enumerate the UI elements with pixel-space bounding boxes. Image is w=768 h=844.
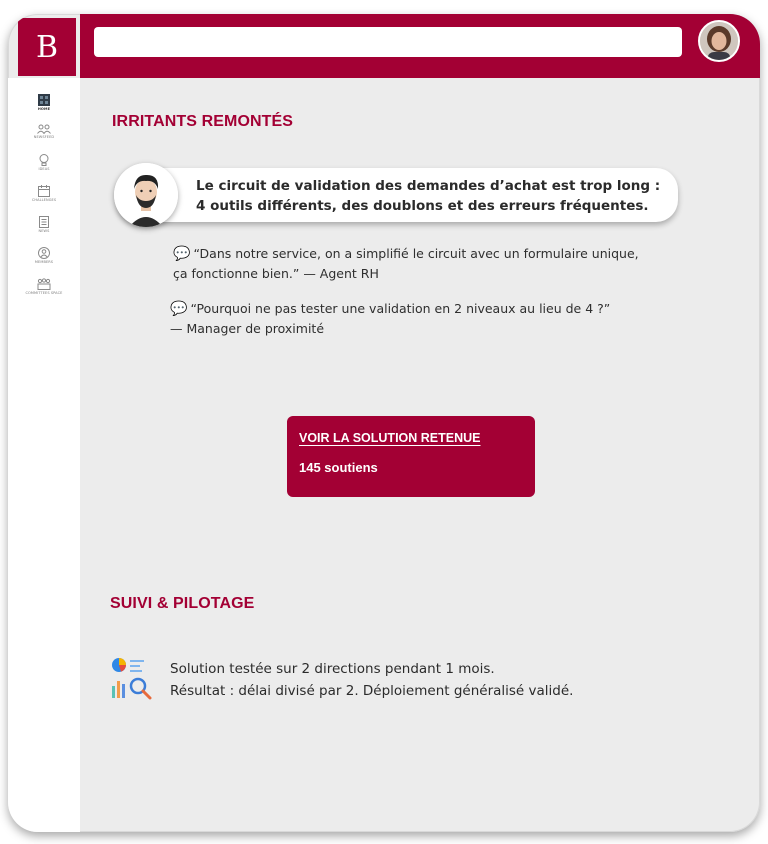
- analytics-icon: [110, 656, 154, 700]
- brand-logo[interactable]: [18, 18, 76, 76]
- comment-2: [170, 299, 610, 338]
- supports-count: 145 soutiens: [299, 460, 378, 475]
- irritant-quote: [196, 176, 660, 216]
- top-bar: [80, 14, 760, 78]
- tracking-results: [170, 658, 573, 702]
- solution-card: [287, 416, 535, 497]
- sidebar-item-members[interactable]: [8, 247, 80, 264]
- comment-2-line2: — Manager de proximité: [170, 321, 325, 336]
- comment-1: [173, 244, 639, 283]
- sidebar-item-newsfeed[interactable]: [8, 124, 80, 139]
- sidebar-item-label: NEWS: [38, 229, 50, 233]
- sidebar-item-ideas[interactable]: [8, 154, 80, 171]
- search-input[interactable]: [94, 27, 682, 57]
- sidebar-item-news[interactable]: [8, 216, 80, 233]
- sidebar-item-challenges[interactable]: [8, 185, 80, 202]
- member-icon: [38, 247, 50, 259]
- tracking-line2: Résultat : délai divisé par 2. Déploiement généralisé validé.: [170, 683, 574, 699]
- document-icon: [39, 216, 49, 228]
- author-avatar-image: [114, 163, 178, 227]
- speech-bubble-icon: 💬: [170, 301, 188, 317]
- sidebar-item-label: NEWSFEED: [33, 135, 55, 139]
- sidebar-item-label: IDEAS: [38, 167, 50, 171]
- tracking-line1: Solution testée sur 2 directions pendant 1 mois.: [170, 661, 495, 677]
- irritant-quote-card: [118, 168, 678, 222]
- logo-letter: B: [35, 29, 59, 65]
- comment-1-line2: ça fonctionne bien.” — Agent RH: [173, 266, 379, 281]
- comment-1-line1: “Dans notre service, on a simplifié le circuit avec un formulaire unique,: [193, 246, 639, 261]
- sidebar-item-label: CHALLENGES: [31, 198, 57, 202]
- user-avatar[interactable]: [698, 20, 740, 62]
- tracking-title: SUIVI & PILOTAGE: [110, 595, 255, 612]
- sidebar-item-label: MEMBERS: [34, 260, 54, 264]
- app-window: [8, 14, 760, 832]
- sidebar-nav: [8, 78, 80, 832]
- author-avatar: [114, 163, 178, 227]
- user-avatar-image: [700, 22, 738, 60]
- newsfeed-icon: [37, 124, 51, 134]
- committee-icon: [37, 278, 51, 290]
- comment-2-line1: “Pourquoi ne pas tester une validation en 2 niveaux au lieu de 4 ?”: [190, 301, 611, 316]
- irritant-quote-line1: Le circuit de validation des demandes d’achat est trop long :: [196, 178, 661, 194]
- speech-bubble-icon: 💬: [173, 246, 191, 262]
- sidebar-item-home[interactable]: [8, 94, 80, 111]
- view-solution-link[interactable]: VOIR LA SOLUTION RETENUE: [299, 431, 481, 445]
- sidebar-item-label: HOME: [37, 107, 51, 111]
- home-grid-icon: [38, 94, 50, 106]
- calendar-icon: [38, 185, 50, 197]
- lightbulb-icon: [39, 154, 49, 166]
- irritants-title: IRRITANTS REMONTÉS: [112, 113, 294, 130]
- irritant-quote-line2: 4 outils différents, des doublons et des erreurs fréquentes.: [196, 198, 649, 214]
- sidebar-item-committees-space[interactable]: [8, 278, 80, 295]
- sidebar-item-label: COMMITTEES SPACE: [25, 291, 63, 295]
